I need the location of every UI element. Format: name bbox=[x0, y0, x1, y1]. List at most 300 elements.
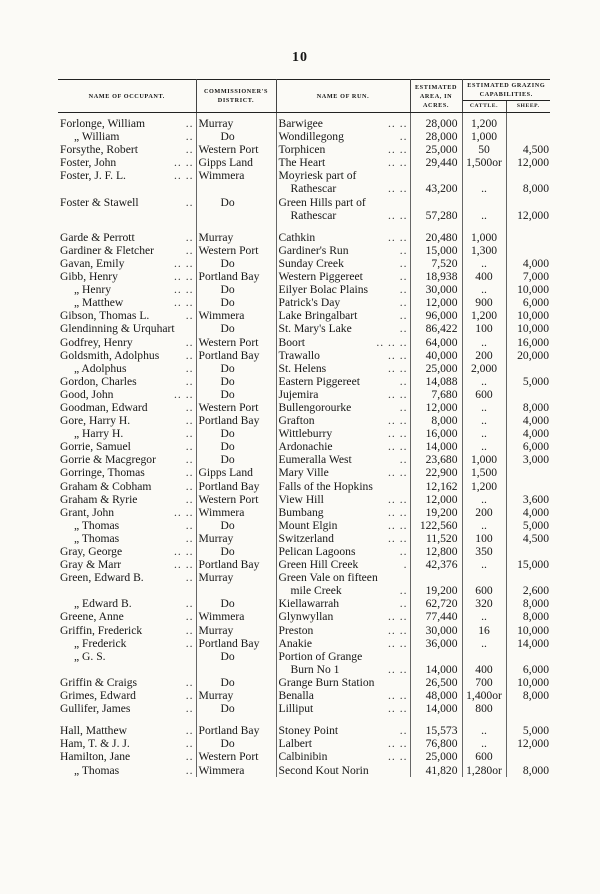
district-cell: Portland Bay bbox=[196, 349, 276, 362]
occupant-wrap bbox=[60, 117, 194, 130]
occupant-wrap bbox=[60, 322, 194, 335]
sheep-cell: 10,000 bbox=[517, 322, 550, 336]
page-number: 10 bbox=[292, 50, 308, 65]
run-name: Eastern Piggereet bbox=[278, 374, 360, 388]
occupant-name: Griffin & Craigs bbox=[60, 675, 138, 689]
area-cell: 23,680 bbox=[410, 453, 462, 466]
area-cell: 7,680 bbox=[410, 388, 462, 401]
leader-dots: .. bbox=[185, 143, 194, 157]
occupant-wrap bbox=[60, 624, 194, 637]
occupant-name: Goodman, Edward bbox=[60, 400, 148, 414]
table-row bbox=[58, 480, 550, 493]
area-cell: 25,000 bbox=[410, 143, 462, 156]
district-cell: Do bbox=[196, 375, 276, 388]
cattle-cell bbox=[462, 169, 506, 182]
table-row bbox=[58, 156, 550, 169]
occupant-name: „ William bbox=[74, 130, 120, 144]
run-name: Burn No 1 bbox=[290, 662, 340, 676]
run-cell bbox=[276, 689, 410, 702]
run-cell bbox=[276, 130, 410, 143]
cattle-cell: 1,280or bbox=[462, 764, 506, 777]
area-cell: 12,000 bbox=[410, 296, 462, 309]
run-name: Sunday Creek bbox=[278, 256, 344, 270]
leader-dots: .. .. bbox=[388, 182, 408, 196]
leader-dots: .. bbox=[185, 636, 194, 650]
occupant-name: Forlonge, William bbox=[60, 117, 145, 130]
header-occupant: NAME OF OCCUPANT. bbox=[58, 80, 196, 113]
cattle-cell: .. bbox=[462, 209, 506, 222]
run-name: Green Hills part of bbox=[278, 195, 366, 209]
occupant-wrap bbox=[60, 689, 194, 702]
district-cell: Do bbox=[196, 388, 276, 401]
run-wrap bbox=[279, 182, 408, 195]
area-cell: 30,000 bbox=[410, 283, 462, 296]
cattle-cell: 600 bbox=[462, 750, 506, 763]
occupant-cell bbox=[58, 637, 196, 650]
run-wrap bbox=[279, 493, 408, 506]
sheep-cell bbox=[506, 571, 550, 584]
leader-dots: .. bbox=[185, 195, 194, 209]
table-row bbox=[58, 231, 550, 244]
run-cell bbox=[276, 737, 410, 750]
leader-dots: .. bbox=[185, 243, 194, 257]
area-cell: 12,000 bbox=[410, 493, 462, 506]
cattle-cell: .. bbox=[462, 440, 506, 453]
leader-dots: .. .. bbox=[174, 545, 194, 558]
occupant-name: Gavan, Emily bbox=[60, 256, 125, 270]
occupant-cell bbox=[58, 493, 196, 506]
district-cell: Wimmera bbox=[196, 309, 276, 322]
district-cell: Do bbox=[196, 676, 276, 689]
run-cell bbox=[276, 427, 410, 440]
occupant-cell bbox=[58, 182, 196, 195]
leader-dots: .. bbox=[399, 296, 408, 310]
run-name: View Hill bbox=[278, 492, 324, 506]
run-wrap bbox=[279, 375, 408, 388]
run-name: Bumbang bbox=[278, 505, 324, 519]
run-name: Gardiner's Run bbox=[278, 243, 349, 257]
area-cell: 20,480 bbox=[410, 231, 462, 244]
gap-cell bbox=[462, 222, 506, 231]
run-name: Glynwyllan bbox=[278, 610, 334, 624]
occupant-name: Hall, Matthew bbox=[60, 724, 127, 738]
occupant-cell bbox=[58, 388, 196, 401]
run-wrap bbox=[279, 545, 408, 558]
leader-dots: .. bbox=[185, 440, 194, 454]
sheep-cell bbox=[506, 231, 550, 244]
sheep-cell bbox=[506, 113, 550, 131]
table-row bbox=[58, 427, 550, 440]
occupant-cell bbox=[58, 362, 196, 375]
area-cell: 16,000 bbox=[410, 427, 462, 440]
cattle-cell bbox=[462, 196, 506, 209]
leader-dots: .. bbox=[185, 414, 194, 428]
run-cell bbox=[276, 624, 410, 637]
header-cattle: CATTLE. bbox=[462, 101, 506, 113]
leader-dots: .. .. bbox=[388, 689, 408, 703]
gap-cell bbox=[506, 715, 550, 724]
leader-dots: .. .. bbox=[388, 750, 408, 764]
occupant-cell bbox=[58, 506, 196, 519]
cattle-cell: 1,200 bbox=[462, 113, 506, 131]
occupant-wrap bbox=[60, 231, 194, 244]
district-cell bbox=[196, 182, 276, 195]
sheep-cell: 8,000 bbox=[522, 610, 550, 624]
occupant-name: „ Thomas bbox=[74, 531, 120, 545]
occupant-wrap bbox=[60, 597, 194, 610]
leader-dots: .. bbox=[185, 130, 194, 144]
occupant-name: „ Thomas bbox=[74, 763, 120, 777]
run-cell bbox=[276, 532, 410, 545]
sheep-cell bbox=[506, 545, 550, 558]
leader-dots: .. bbox=[185, 492, 194, 506]
run-cell bbox=[276, 209, 410, 222]
table-row bbox=[58, 750, 550, 763]
run-name: The Heart bbox=[278, 156, 326, 170]
occupant-wrap bbox=[60, 336, 194, 349]
table-row bbox=[58, 676, 550, 689]
occupant-name: „ Edward B. bbox=[74, 597, 132, 611]
sheep-cell: 8,000 bbox=[522, 763, 550, 777]
run-cell bbox=[276, 336, 410, 349]
cattle-cell: .. bbox=[462, 558, 506, 571]
table-row bbox=[58, 143, 550, 156]
occupant-cell bbox=[58, 143, 196, 156]
run-wrap bbox=[279, 702, 408, 715]
occupant-cell bbox=[58, 336, 196, 349]
area-cell: 42,376 bbox=[410, 558, 462, 571]
occupant-cell bbox=[58, 453, 196, 466]
leader-dots: .. bbox=[185, 610, 194, 624]
run-name: Wittleburry bbox=[278, 427, 333, 441]
sheep-cell: 6,000 bbox=[522, 440, 550, 454]
district-cell: Murray bbox=[196, 624, 276, 637]
area-cell: 76,800 bbox=[410, 737, 462, 750]
occupant-name: „ Frederick bbox=[74, 636, 127, 650]
section-gap bbox=[58, 715, 550, 724]
leader-dots: .. bbox=[185, 230, 194, 244]
run-name: Lake Bringalbart bbox=[278, 309, 358, 323]
table-row bbox=[58, 571, 550, 584]
occupant-name: Graham & Cobham bbox=[60, 479, 152, 493]
leader-dots: .. .. bbox=[174, 296, 194, 310]
district-cell: Western Port bbox=[196, 493, 276, 506]
occupant-wrap bbox=[60, 610, 194, 623]
table-row bbox=[58, 283, 550, 296]
occupant-cell bbox=[58, 349, 196, 362]
table-row bbox=[58, 130, 550, 143]
district-cell: Do bbox=[196, 322, 276, 335]
run-wrap bbox=[279, 130, 408, 143]
occupant-name: Gorrie, Samuel bbox=[60, 440, 131, 454]
table-row bbox=[58, 702, 550, 715]
occupants-table bbox=[58, 79, 550, 777]
cattle-cell: 800 bbox=[462, 702, 506, 715]
run-name: Green Hill Creek bbox=[278, 558, 359, 572]
area-cell: 25,000 bbox=[410, 362, 462, 375]
run-name: Eilyer Bolac Plains bbox=[278, 283, 369, 297]
cattle-cell: 100 bbox=[462, 322, 506, 335]
run-cell bbox=[276, 375, 410, 388]
table-row bbox=[58, 244, 550, 257]
area-cell: 43,200 bbox=[410, 182, 462, 195]
table-row bbox=[58, 545, 550, 558]
section-gap bbox=[58, 222, 550, 231]
district-cell: Western Port bbox=[196, 401, 276, 414]
area-cell: 64,000 bbox=[410, 336, 462, 349]
sheep-cell bbox=[506, 466, 550, 479]
occupant-wrap bbox=[60, 532, 194, 545]
sheep-cell: 5,000 bbox=[522, 374, 550, 388]
occupant-name: „ G. S. bbox=[74, 649, 106, 663]
run-wrap bbox=[279, 584, 408, 597]
run-name: Switzerland bbox=[278, 531, 334, 545]
table-row bbox=[58, 322, 550, 335]
cattle-cell: 1,000 bbox=[462, 453, 506, 466]
area-cell bbox=[410, 196, 462, 209]
table-row bbox=[58, 506, 550, 519]
run-cell bbox=[276, 650, 410, 663]
run-name: Ardonachie bbox=[278, 440, 333, 454]
district-cell: Do bbox=[196, 362, 276, 375]
district-cell: Murray bbox=[196, 571, 276, 584]
table-row bbox=[58, 336, 550, 349]
occupant-name: „ Adolphus bbox=[74, 361, 127, 375]
area-cell: 15,573 bbox=[410, 724, 462, 737]
occupant-name: Gordon, Charles bbox=[60, 374, 137, 388]
occupant-cell bbox=[58, 244, 196, 257]
leader-dots: .. bbox=[399, 724, 408, 738]
sheep-cell: 8,000 bbox=[522, 400, 550, 414]
occupant-cell bbox=[58, 545, 196, 558]
occupant-wrap bbox=[60, 427, 194, 440]
leader-dots: .. .. bbox=[388, 117, 408, 130]
run-cell bbox=[276, 597, 410, 610]
run-name: Torphicen bbox=[278, 143, 326, 157]
gap-cell bbox=[276, 715, 410, 724]
occupant-name: Goldsmith, Adolphus bbox=[60, 348, 160, 362]
run-cell bbox=[276, 388, 410, 401]
run-wrap bbox=[279, 349, 408, 362]
occupant-wrap bbox=[60, 349, 194, 362]
occupant-cell bbox=[58, 130, 196, 143]
cattle-cell: 200 bbox=[462, 349, 506, 362]
run-cell bbox=[276, 143, 410, 156]
occupant-cell bbox=[58, 702, 196, 715]
run-wrap bbox=[279, 650, 408, 663]
leader-dots: .. .. bbox=[388, 387, 408, 401]
area-cell: 12,162 bbox=[410, 480, 462, 493]
sheep-cell: 2,600 bbox=[522, 584, 550, 598]
leader-dots: .. .. bbox=[174, 558, 194, 572]
leader-dots: .. bbox=[399, 597, 408, 611]
district-cell: Portland Bay bbox=[196, 270, 276, 283]
table-row bbox=[58, 764, 550, 777]
gap-cell bbox=[506, 222, 550, 231]
occupant-name: Foster, J. F. L. bbox=[60, 169, 126, 183]
cattle-cell: 1,500 bbox=[462, 466, 506, 479]
run-name: Rathescar bbox=[290, 208, 337, 222]
occupant-wrap bbox=[60, 388, 194, 401]
run-cell bbox=[276, 702, 410, 715]
occupant-wrap bbox=[60, 724, 194, 737]
area-cell: 36,000 bbox=[410, 637, 462, 650]
occupant-name: Gorringe, Thomas bbox=[60, 466, 145, 480]
district-cell: Wimmera bbox=[196, 610, 276, 623]
occupant-name: Forsythe, Robert bbox=[60, 143, 138, 157]
run-wrap bbox=[279, 558, 408, 571]
run-wrap bbox=[279, 624, 408, 637]
run-name: Lalbert bbox=[278, 737, 312, 751]
run-name: Moyriesk part of bbox=[278, 169, 357, 183]
occupant-name: Gore, Harry H. bbox=[60, 414, 131, 428]
occupant-cell bbox=[58, 532, 196, 545]
table-body bbox=[58, 113, 550, 777]
sheep-cell: 10,000 bbox=[517, 623, 550, 637]
area-cell: 57,280 bbox=[410, 209, 462, 222]
occupant-cell bbox=[58, 571, 196, 584]
leader-dots: .. .. bbox=[174, 156, 194, 170]
run-cell bbox=[276, 414, 410, 427]
occupant-wrap bbox=[60, 764, 194, 777]
sheep-cell: 10,000 bbox=[517, 675, 550, 689]
run-name: mile Creek bbox=[290, 584, 342, 598]
leader-dots: .. .. bbox=[388, 505, 408, 519]
occupant-wrap bbox=[60, 375, 194, 388]
sheep-cell: 8,000 bbox=[522, 597, 550, 611]
area-cell: 19,200 bbox=[410, 506, 462, 519]
occupant-cell bbox=[58, 480, 196, 493]
occupant-cell bbox=[58, 322, 196, 335]
run-name: Rathescar bbox=[290, 182, 337, 196]
occupant-cell bbox=[58, 750, 196, 763]
cattle-cell: 700 bbox=[462, 676, 506, 689]
occupant-cell bbox=[58, 401, 196, 414]
run-name: St. Mary's Lake bbox=[278, 322, 352, 336]
run-wrap bbox=[279, 466, 408, 479]
table-row bbox=[58, 584, 550, 597]
run-wrap bbox=[279, 532, 408, 545]
occupant-name: Godfrey, Henry bbox=[60, 335, 133, 349]
leader-dots: .. bbox=[399, 374, 408, 388]
sheep-cell: 6,000 bbox=[522, 296, 550, 310]
leader-dots: .. bbox=[185, 400, 194, 414]
occupant-cell bbox=[58, 610, 196, 623]
run-cell bbox=[276, 270, 410, 283]
occupant-wrap bbox=[60, 169, 194, 182]
area-cell: 86,422 bbox=[410, 322, 462, 335]
leader-dots: .. bbox=[185, 623, 194, 637]
table-row bbox=[58, 209, 550, 222]
occupant-cell bbox=[58, 427, 196, 440]
table-row bbox=[58, 637, 550, 650]
table-row bbox=[58, 169, 550, 182]
cattle-cell: .. bbox=[462, 637, 506, 650]
leader-dots: .. bbox=[185, 689, 194, 703]
run-cell bbox=[276, 296, 410, 309]
run-wrap bbox=[279, 156, 408, 169]
run-cell bbox=[276, 558, 410, 571]
cattle-cell: 320 bbox=[462, 597, 506, 610]
table-row bbox=[58, 558, 550, 571]
occupant-cell bbox=[58, 676, 196, 689]
run-wrap bbox=[279, 453, 408, 466]
run-cell bbox=[276, 764, 410, 777]
run-wrap bbox=[279, 231, 408, 244]
district-cell: Do bbox=[196, 196, 276, 209]
leader-dots: .. bbox=[185, 571, 194, 585]
leader-dots: .. bbox=[185, 335, 194, 349]
leader-dots: .. bbox=[399, 584, 408, 598]
area-cell: 62,720 bbox=[410, 597, 462, 610]
cattle-cell: 1,500or bbox=[462, 156, 506, 169]
run-wrap bbox=[279, 480, 408, 493]
area-cell: 48,000 bbox=[410, 689, 462, 702]
table-row bbox=[58, 113, 550, 131]
district-cell: Do bbox=[196, 597, 276, 610]
sheep-cell bbox=[506, 244, 550, 257]
occupant-wrap bbox=[60, 309, 194, 322]
run-wrap bbox=[279, 764, 408, 777]
run-wrap bbox=[279, 388, 408, 401]
cattle-cell: 600 bbox=[462, 388, 506, 401]
cattle-cell: .. bbox=[462, 401, 506, 414]
table-row bbox=[58, 375, 550, 388]
header-grazing: ESTIMATED GRAZING CAPABILITIES. bbox=[462, 80, 550, 101]
district-cell bbox=[196, 663, 276, 676]
sheep-cell bbox=[506, 196, 550, 209]
table-row bbox=[58, 597, 550, 610]
cattle-cell: 16 bbox=[462, 624, 506, 637]
district-cell: Wimmera bbox=[196, 764, 276, 777]
leader-dots: .. bbox=[399, 400, 408, 414]
district-cell bbox=[196, 584, 276, 597]
district-cell: Portland Bay bbox=[196, 480, 276, 493]
leader-dots: .. bbox=[399, 322, 408, 336]
table-row bbox=[58, 532, 550, 545]
run-name: Bullengorourke bbox=[278, 400, 352, 414]
cattle-cell bbox=[462, 571, 506, 584]
run-wrap bbox=[279, 362, 408, 375]
leader-dots: .. bbox=[185, 597, 194, 611]
run-cell bbox=[276, 362, 410, 375]
sheep-cell: 4,500 bbox=[522, 143, 550, 157]
occupant-cell bbox=[58, 375, 196, 388]
leader-dots: .. bbox=[399, 545, 408, 558]
area-cell: 22,900 bbox=[410, 466, 462, 479]
table-row bbox=[58, 650, 550, 663]
table-row bbox=[58, 296, 550, 309]
district-cell: Western Port bbox=[196, 750, 276, 763]
sheep-cell: 20,000 bbox=[517, 348, 550, 362]
district-cell: Wimmera bbox=[196, 506, 276, 519]
run-name: Western Piggereet bbox=[278, 270, 363, 284]
sheep-cell: 14,000 bbox=[517, 636, 550, 650]
district-cell: Do bbox=[196, 519, 276, 532]
run-cell bbox=[276, 349, 410, 362]
run-name: Cathkin bbox=[278, 230, 316, 244]
cattle-cell: 1,000 bbox=[462, 130, 506, 143]
district-cell: Murray bbox=[196, 532, 276, 545]
run-cell bbox=[276, 169, 410, 182]
occupant-wrap bbox=[60, 440, 194, 453]
area-cell: 122,560 bbox=[410, 519, 462, 532]
sheep-cell bbox=[506, 130, 550, 143]
sheep-cell: 15,000 bbox=[517, 558, 550, 572]
gap-cell bbox=[410, 715, 462, 724]
occupant-cell bbox=[58, 309, 196, 322]
run-wrap bbox=[279, 676, 408, 689]
